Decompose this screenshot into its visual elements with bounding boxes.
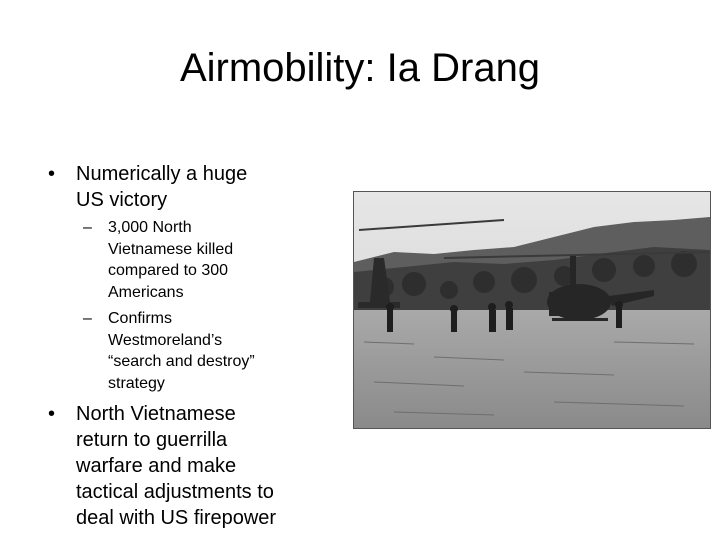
helicopter-landing-photo	[353, 191, 711, 429]
sub-bullet-item-1	[83, 217, 323, 305]
sub-bullet-item-2	[83, 308, 323, 396]
sub-bullet-text: 3,000 North Vietnamese killed compared to 300 Americans	[108, 219, 234, 301]
bullet-item-2	[48, 401, 348, 533]
bullet-text: Numerically a huge US victory	[76, 163, 248, 211]
dash-marker: –	[83, 219, 92, 236]
bullet-item-1	[48, 161, 308, 217]
dash-marker: –	[83, 310, 92, 327]
sub-bullet-text: Confirms Westmoreland’s “search and destroy” strategy	[108, 310, 255, 392]
slide-title: Airmobility: Ia Drang	[179, 46, 541, 90]
bullet-marker: •	[48, 403, 56, 425]
photo-illustration	[354, 192, 710, 428]
bullet-marker: •	[48, 163, 56, 185]
bullet-text: North Vietnamese return to guerrilla warfare and make tactical adjustments to deal with US firepower	[76, 403, 277, 529]
grass-field	[354, 310, 710, 428]
